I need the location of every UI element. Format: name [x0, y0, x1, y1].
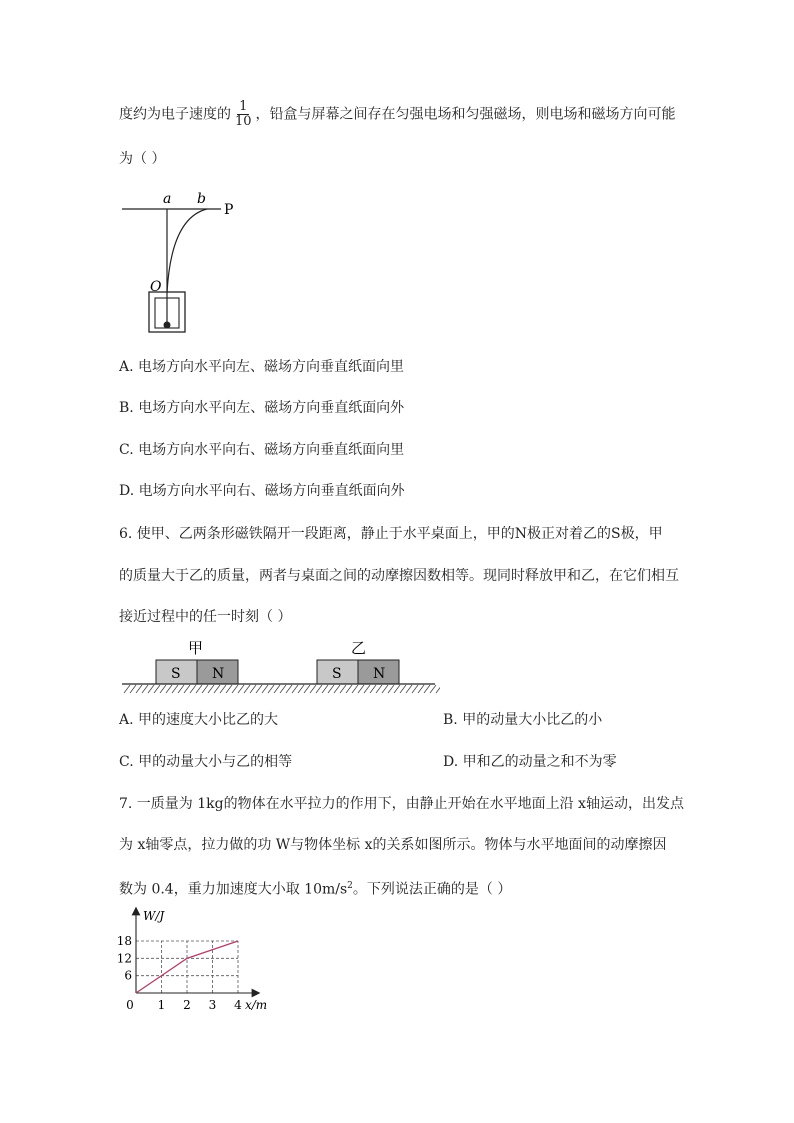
x-tick-label: 3 [208, 998, 217, 1012]
x-tick-label: 1 [157, 998, 166, 1012]
y-tick-label: 18 [116, 934, 132, 948]
q6-option-a: A. 甲的速度大小比乙的大 [119, 712, 279, 728]
chart-grid [136, 941, 238, 993]
fraction-denominator: 10 [235, 114, 252, 129]
q5-option-c: C. 电场方向水平向右、磁场方向垂直纸面向里 [119, 442, 405, 458]
q6-line-3: 接近过程中的任一时刻（ ） [119, 609, 292, 625]
label-b: b [197, 191, 206, 207]
curved-trajectory [167, 209, 207, 293]
q6-option-c: C. 甲的动量大小与乙的相等 [119, 754, 293, 770]
label-p: P [224, 202, 234, 218]
q5-option-b: B. 电场方向水平向左、磁场方向垂直纸面向外 [119, 400, 405, 416]
q7-text-3b: 。下列说法正确的是（ ） [352, 881, 512, 898]
q7-line-3 [119, 876, 511, 900]
y-tick-label: 12 [116, 951, 132, 966]
q7-line-2: 为 x轴零点，拉力做的功 W与物体坐标 x的关系如图所示。物体与水平地面间的动摩擦因 [119, 837, 667, 853]
q7-line-1: 7. 一质量为 1kg的物体在水平拉力的作用下，由静止开始在水平地面上沿 x轴运动，出发点 [119, 796, 684, 812]
q7-superscript: 2 [347, 881, 353, 891]
magnet-yi-n-label: N [373, 666, 386, 682]
x-tick-label: 2 [183, 998, 191, 1012]
fraction-numerator: 1 [239, 99, 248, 114]
q6-line-1: 6. 使甲、乙两条形磁铁隔开一段距离，静止于水平桌面上，甲的N极正对着乙的S极，甲 [119, 526, 663, 542]
q5-text-1a: 度约为电子速度的 [119, 106, 231, 123]
label-o: O [150, 279, 162, 295]
y-tick-label: 6 [124, 968, 132, 983]
q5-line-1 [119, 100, 676, 129]
label-a: a [163, 191, 172, 207]
q6-figure [120, 633, 440, 703]
q7-chart [116, 906, 296, 1016]
q6-option-b: B. 甲的动量大小比乙的小 [443, 712, 603, 728]
magnet-jia-n-label: N [212, 666, 225, 682]
q5-option-a: A. 电场方向水平向左、磁场方向垂直纸面向里 [119, 359, 405, 375]
radiation-source [164, 322, 171, 329]
q7-text-3a: 数为 0.4，重力加速度大小取 10m/s [119, 881, 348, 898]
y-axis-label: W/J [143, 909, 165, 923]
chart-ticks [117, 934, 267, 1012]
table-hatching [124, 685, 440, 693]
x-tick-label: 4 [234, 998, 242, 1012]
fraction [233, 100, 254, 129]
magnet-jia-s-label: S [171, 666, 181, 682]
q6-option-d: D. 甲和乙的动量之和不为零 [443, 754, 617, 770]
q5-line-2: 为（ ） [119, 151, 166, 167]
label-jia: 甲 [188, 639, 204, 657]
x-tick-label: 0 [126, 998, 134, 1012]
q6-line-2: 的质量大于乙的质量，两者与桌面之间的动摩擦因数相等。现同时释放甲和乙，在它们相互 [119, 568, 679, 584]
q5-text-1b: ，铅盒与屏幕之间存在匀强电场和匀强磁场，则电场和磁场方向可能 [255, 106, 676, 123]
q5-figure [116, 188, 276, 338]
magnet-yi-s-label: S [332, 666, 342, 682]
label-yi: 乙 [351, 639, 367, 657]
x-axis-label: x/m [245, 998, 268, 1012]
q5-option-d: D. 电场方向水平向右、磁场方向垂直纸面向外 [119, 483, 405, 499]
